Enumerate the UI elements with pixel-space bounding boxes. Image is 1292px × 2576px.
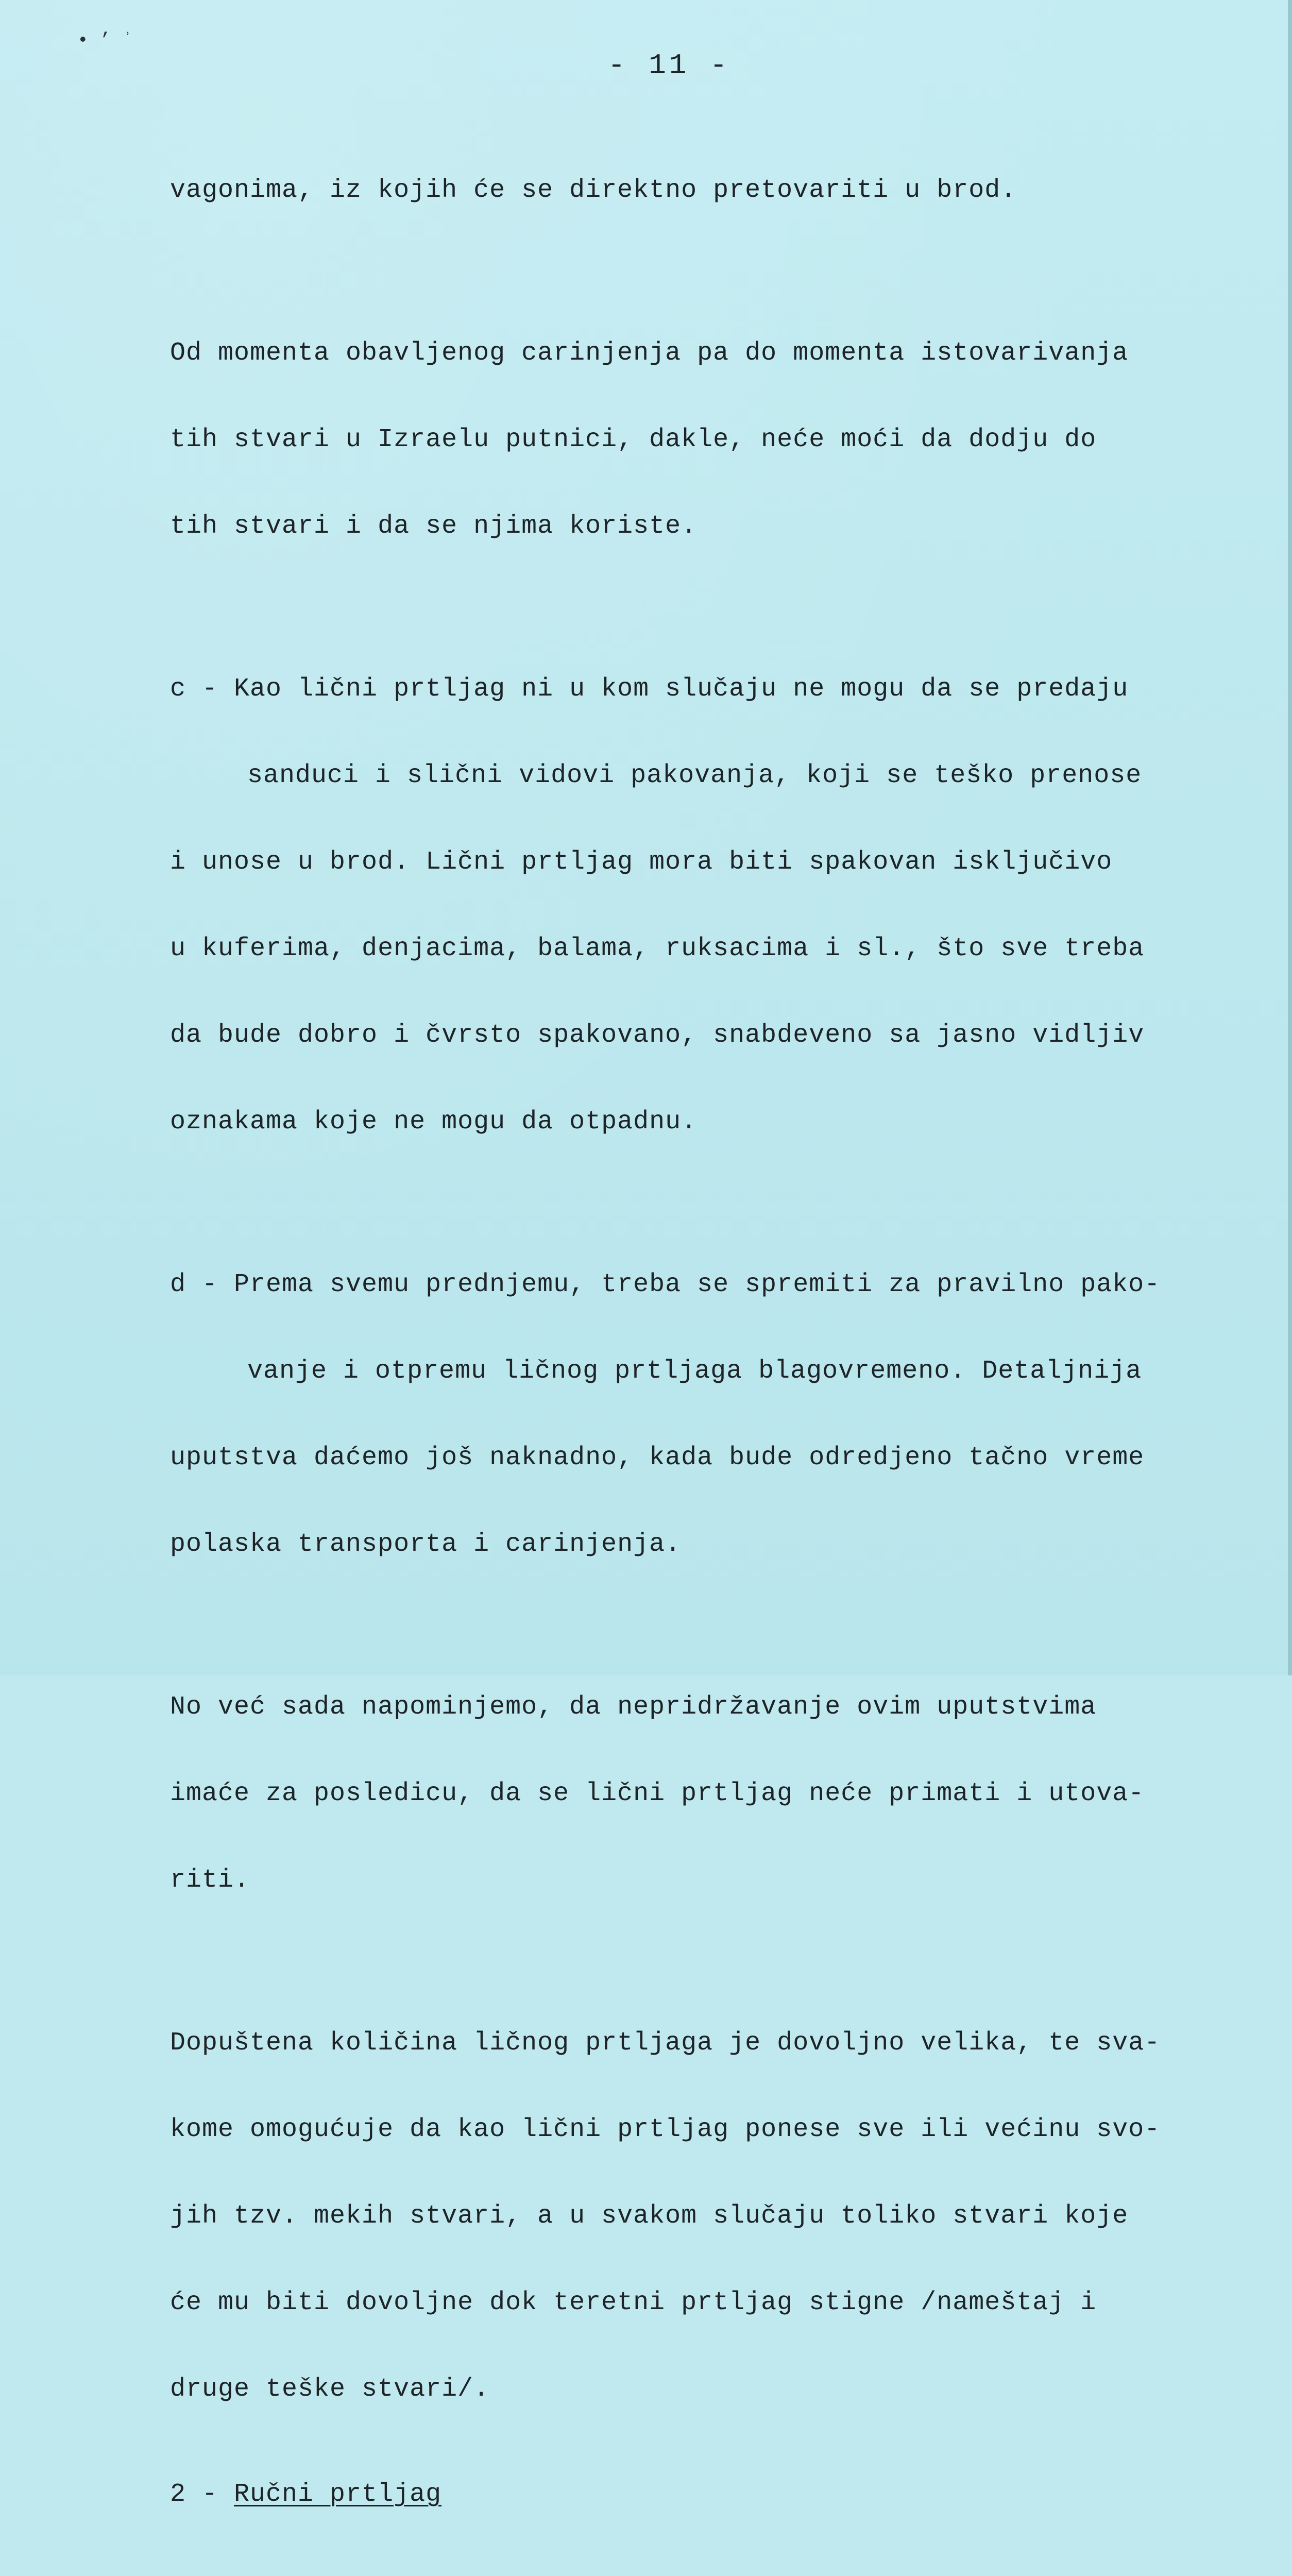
text-line: vagonima, iz kojih će se direktno pretovariti u brod. — [170, 176, 1017, 205]
text-line: vanje i otpremu ličnog prtljaga blagovremeno. Detaljnija — [247, 1357, 1142, 1386]
text-line: d - Prema svemu prednjemu, treba se spremiti za pravilno pako- — [170, 1270, 1161, 1299]
paragraph-customs — [170, 281, 1190, 599]
text-line: polaska transporta i carinjenja. — [170, 1530, 682, 1559]
section-title: Ručni prtljag — [234, 2480, 442, 2509]
text-line: tih stvari u Izraelu putnici, dakle, neće moći da dodju do — [170, 425, 1097, 454]
section-number: 2 - — [170, 2480, 234, 2509]
text-line: imaće za posledicu, da se lični prtljag neće primati i utova- — [170, 1779, 1145, 1808]
paragraph-warning — [170, 1635, 1190, 1953]
text-line: sanduci i slični vidovi pakovanja, koji se teško prenose — [247, 761, 1142, 790]
text-line: kome omogućuje da kao lični prtljag ponese sve ili većinu svo- — [170, 2115, 1161, 2144]
paragraph-continuation — [170, 118, 1190, 263]
text-line: uputstva daćemo još naknadno, kada bude odredjeno tačno vreme — [170, 1443, 1145, 1472]
text-line: c - Kao lični prtljag ni u kom slučaju ne mogu da se predaju — [170, 674, 1129, 704]
text-line: Od momenta obavljenog carinjenja pa do momenta istovarivanja — [170, 338, 1129, 368]
text-line: druge teške stvari/. — [170, 2375, 490, 2404]
text-line: će mu biti dovoljne dok teretni prtljag stigne /nameštaj i — [170, 2288, 1097, 2317]
text-line: riti. — [170, 1866, 250, 1895]
item-d-packing — [170, 1213, 1190, 1617]
document-body — [170, 118, 1190, 2576]
item-c-personal-luggage — [170, 617, 1190, 1194]
section-heading-hand-luggage — [170, 2480, 1190, 2509]
text-line: tih stvari i da se njima koriste. — [170, 512, 698, 541]
text-line: oznakama koje ne mogu da otpadnu. — [170, 1107, 698, 1137]
text-line: No već sada napominjemo, da nepridržavanje ovim uputstvima — [170, 1692, 1097, 1722]
text-line: jih tzv. mekih stvari, a u svakom slučaju toliko stvari koje — [170, 2201, 1129, 2231]
item-a-hand-luggage — [170, 2528, 1190, 2576]
page-edge-shadow — [1288, 0, 1292, 1675]
text-line: u kuferima, denjacima, balama, ruksacima i sl., što sve treba — [170, 934, 1145, 963]
paragraph-allowed-quantity — [170, 1971, 1190, 2462]
page-number: - 11 - — [608, 49, 730, 82]
text-line: Dopuštena količina ličnog prtljaga je dovoljno velika, te sva- — [170, 2028, 1161, 2058]
text-line: i unose u brod. Lični prtljag mora biti spakovan isključivo — [170, 848, 1113, 877]
text-line: da bude dobro i čvrsto spakovano, snabdeveno sa jasno vidljiv — [170, 1021, 1145, 1050]
corner-marks: • ’ ʾ — [77, 30, 133, 51]
